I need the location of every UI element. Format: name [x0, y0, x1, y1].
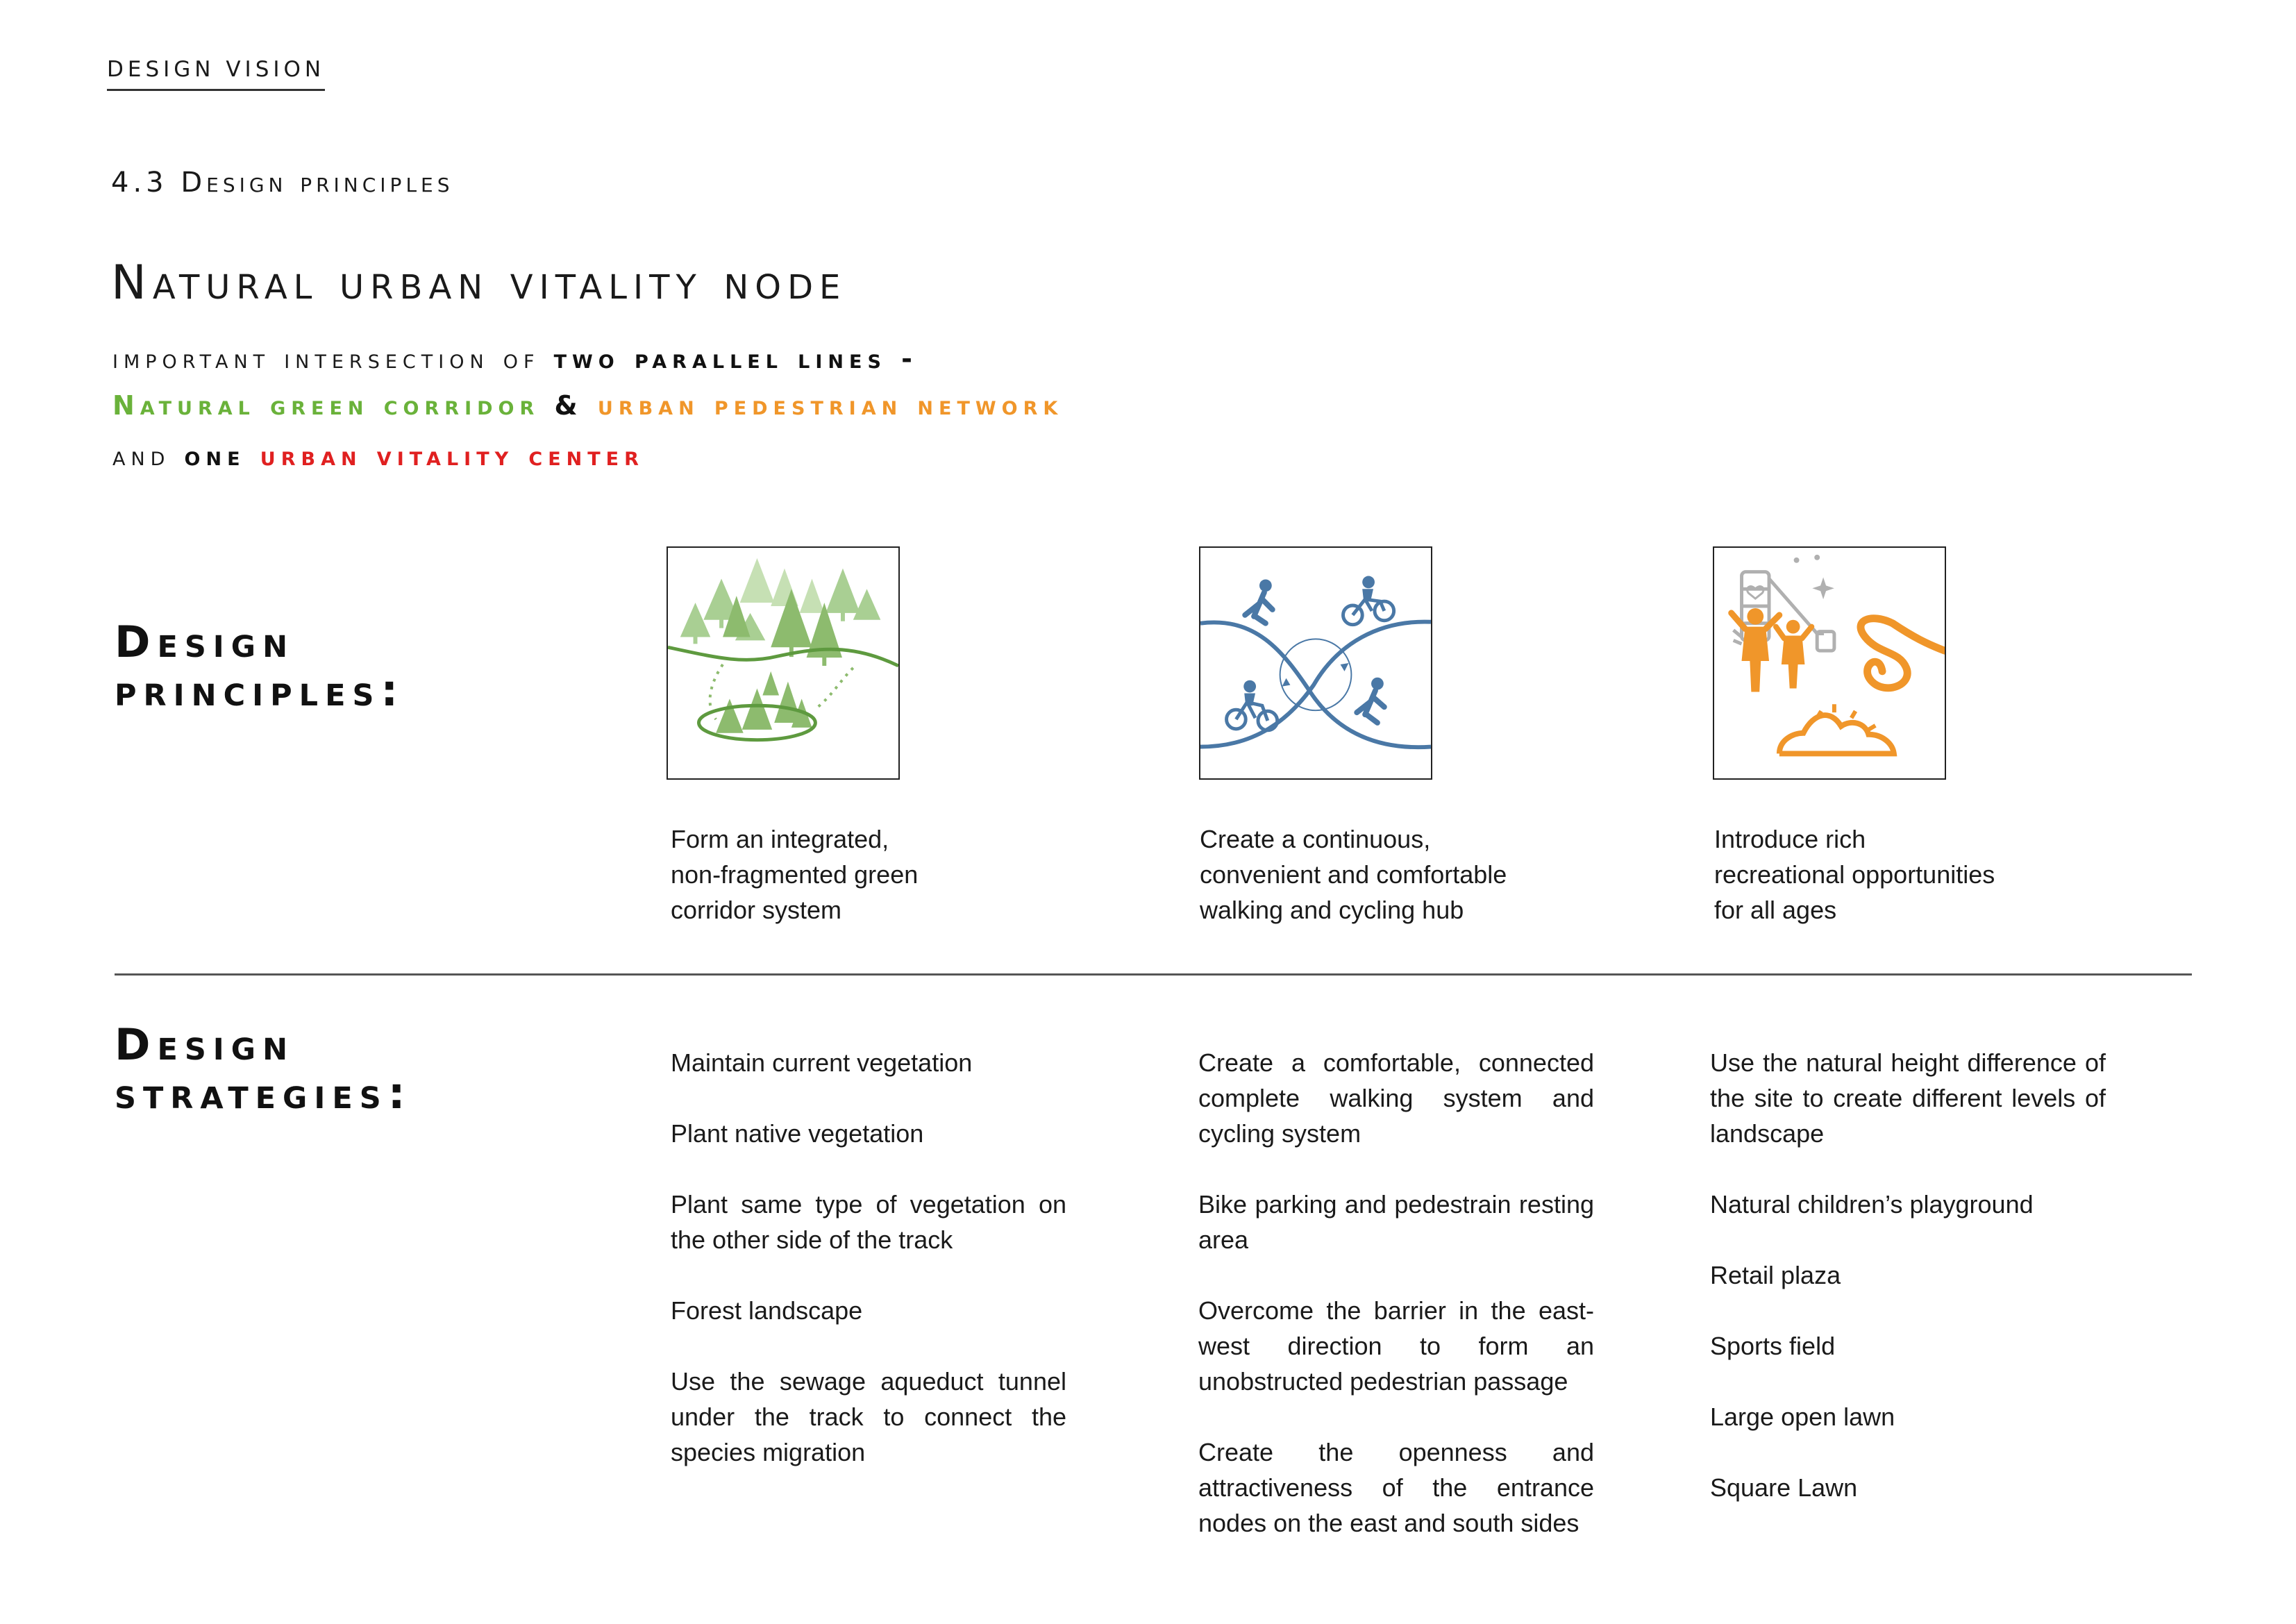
strategy-item: Maintain current vegetation [671, 1048, 973, 1077]
principle-line: convenient and comfortable [1200, 860, 1507, 889]
principle-line: non-fragmented green [671, 860, 919, 889]
green-corridor-label: Natural green corridor [112, 390, 540, 421]
strategy-column-recreation [1710, 1045, 2106, 1541]
vitality-center-label: urban vitality center [245, 441, 644, 471]
principle-line: Introduce rich [1714, 825, 1866, 853]
strategy-item: Large open lawn [1710, 1403, 1895, 1431]
strategy-item: Bike parking and pedestrain resting area [1198, 1190, 1594, 1254]
walking-cycling-hub-icon [1199, 546, 1432, 780]
strategy-item: Square Lawn [1710, 1473, 1858, 1502]
principles-heading-line-1: Design [115, 617, 295, 667]
pedestrian-network-label: urban pedestrian network [597, 390, 1064, 421]
strategy-item: Sports field [1710, 1332, 1836, 1360]
strategy-item: Natural children’s playground [1710, 1190, 2034, 1219]
section-divider [115, 973, 2192, 976]
ampersand: & [539, 390, 598, 421]
strategy-item: Create a comfortable, connected complete walking system and cycling system [1198, 1048, 1594, 1148]
strategy-item: Forest landscape [671, 1296, 863, 1325]
page-title: Natural urban vitality node [111, 256, 847, 310]
principle-line: walking and cycling hub [1200, 896, 1464, 924]
forest-corridor-icon [667, 546, 900, 780]
principle-line: recreational opportunities [1714, 860, 1995, 889]
principle-text-green-corridor [671, 821, 1032, 928]
strategy-item: Retail plaza [1710, 1261, 1841, 1289]
principles-heading [115, 618, 405, 715]
subtitle-text: important intersection of [112, 344, 554, 374]
principle-line: corridor system [671, 896, 842, 924]
principles-heading-line-2: principles: [115, 665, 405, 716]
subtitle-line-1 [112, 344, 918, 374]
strategy-item: Overcome the barrier in the east-west direction to form an unobstructed pedestrian passage [1198, 1296, 1594, 1396]
subtitle-dash: - [886, 344, 918, 374]
subtitle-text: and [112, 441, 185, 471]
header-tab: DESIGN VISION [107, 57, 325, 91]
principle-line: Create a continuous, [1200, 825, 1431, 853]
strategy-column-mobility [1198, 1045, 1594, 1576]
subtitle-line-3 [112, 441, 644, 471]
principle-text-recreation [1714, 821, 2075, 928]
section-number: 4.3 Design principles [111, 167, 454, 199]
subtitle-line-2 [112, 390, 1063, 421]
subtitle-emphasis: two parallel lines [553, 344, 887, 374]
principle-line: for all ages [1714, 896, 1837, 924]
strategy-item: Create the openness and attractiveness of the entrance nodes on the east and south sides [1198, 1438, 1594, 1537]
subtitle-emphasis: one [184, 441, 246, 471]
playground-recreation-icon [1713, 546, 1946, 780]
principle-text-walking-cycling [1200, 821, 1561, 928]
strategy-item: Use the natural height difference of the site to create different levels of landscape [1710, 1048, 2106, 1148]
strategies-heading-line-2: strategies: [115, 1068, 412, 1119]
strategies-heading [115, 1021, 412, 1118]
strategy-item: Use the sewage aqueduct tunnel under the track to connect the species migration [671, 1367, 1066, 1466]
strategy-column-green [671, 1045, 1066, 1505]
principle-line: Form an integrated, [671, 825, 889, 853]
strategy-item: Plant native vegetation [671, 1119, 924, 1148]
strategies-heading-line-1: Design [115, 1019, 295, 1070]
strategy-item: Plant same type of vegetation on the other side of the track [671, 1190, 1066, 1254]
